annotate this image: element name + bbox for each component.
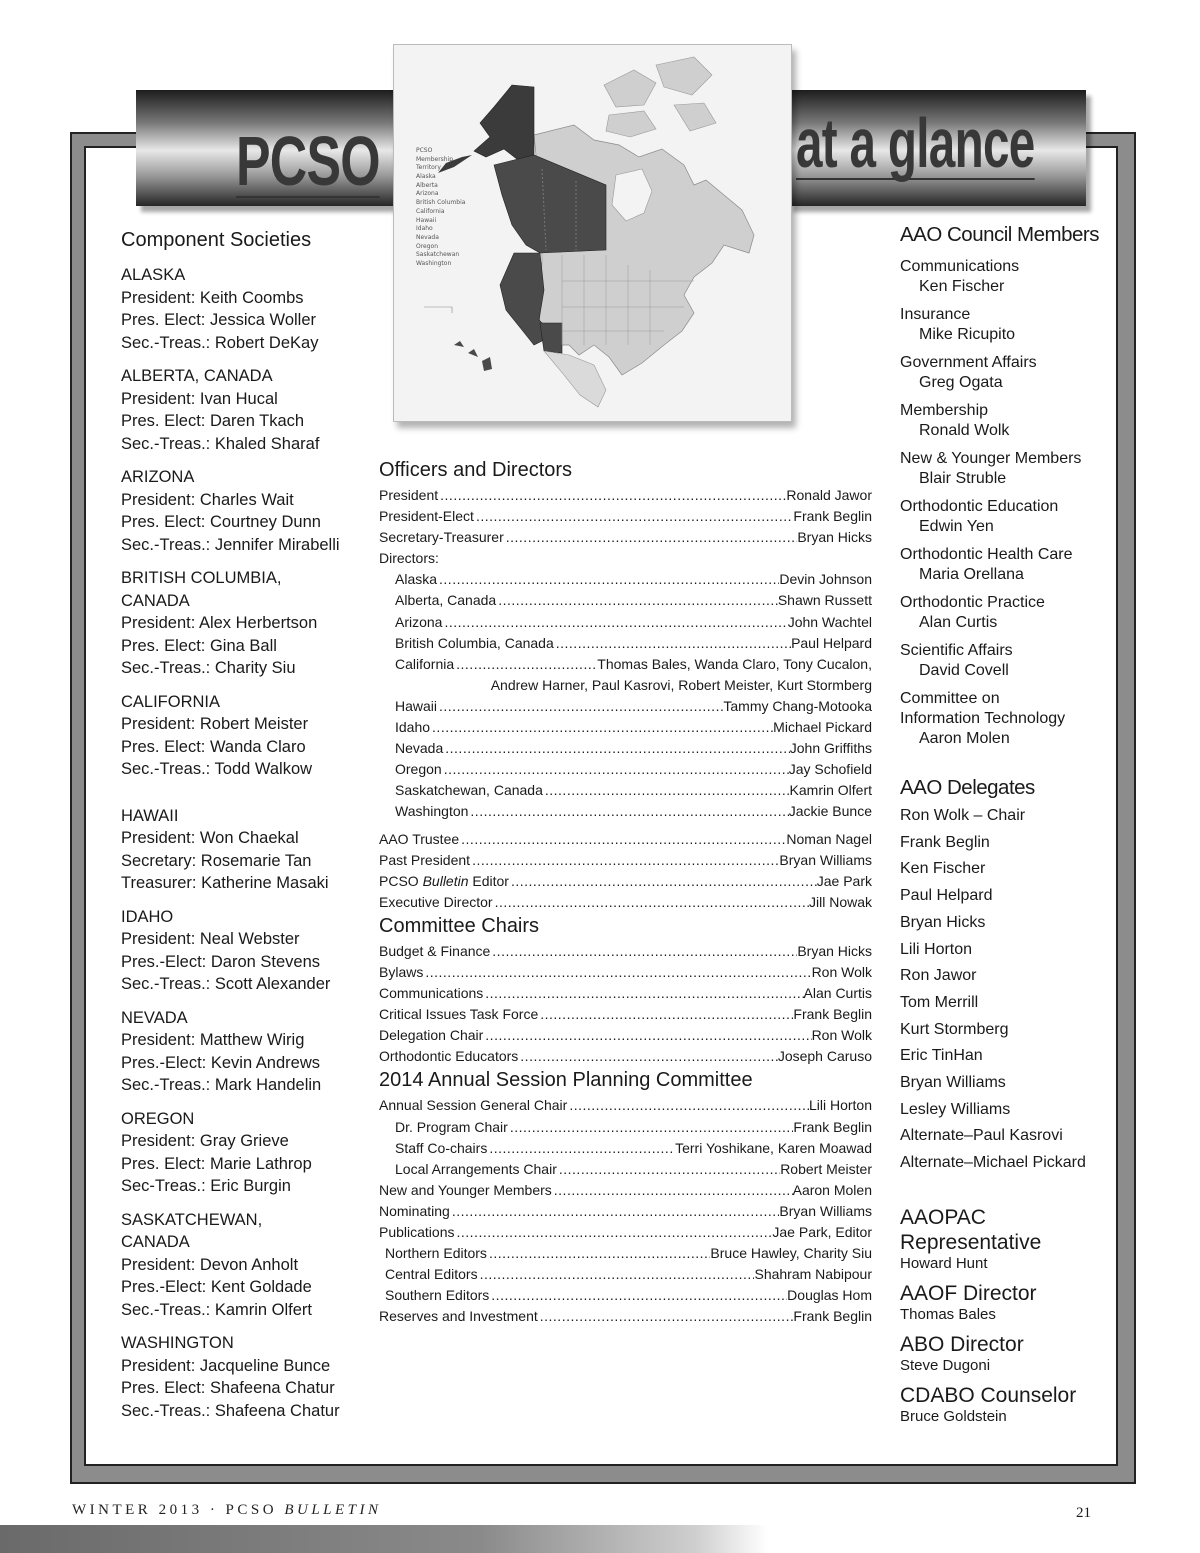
officer-row	[379, 506, 872, 527]
map-legend-item: British Columbia	[416, 199, 466, 207]
officer-row	[379, 871, 872, 892]
row-label: Washington	[395, 803, 469, 820]
delegate-name: Bryan Hicks	[900, 913, 986, 931]
society-arizona	[121, 466, 371, 556]
society-line: President: Ivan Hucal	[121, 389, 278, 408]
council-member	[900, 545, 1115, 585]
row-label: Arizona	[395, 613, 443, 630]
row-label: Delegation Chair	[379, 1027, 484, 1044]
rep-cdabo	[900, 1383, 1115, 1426]
rep-abo	[900, 1332, 1115, 1375]
rep-title: ABO Director	[900, 1332, 1024, 1356]
session-row	[379, 1201, 872, 1222]
delegate-name: Ken Fischer	[900, 860, 986, 878]
council-name: David Covell	[919, 662, 1009, 679]
row-label: Nominating	[379, 1202, 450, 1219]
director-row	[379, 654, 872, 675]
society-line: Sec-Treas.: Eric Burgin	[121, 1177, 291, 1195]
component-societies-column	[121, 228, 371, 1433]
society-line: President: Robert Meister	[121, 715, 309, 733]
map-legend-item: PCSO	[416, 147, 433, 154]
row-value: Jae Park, Editor	[772, 1224, 872, 1240]
banner-title-at-a-glance: at a glance	[796, 104, 1035, 182]
map-legend-item: Alberta	[416, 181, 438, 189]
society-line: President: Charles Wait	[121, 490, 294, 509]
row-value: Shawn Russett	[777, 592, 872, 609]
rep-title: CDABO Counselor	[900, 1383, 1077, 1407]
row-label: Saskatchewan, Canada	[395, 782, 543, 799]
council-title: Membership	[900, 402, 989, 419]
society-line: Pres. Elect: Wanda Claro	[121, 737, 306, 756]
row-value: Devin Johnson	[779, 571, 872, 588]
committee-row	[379, 1025, 872, 1046]
row-value: Bryan Williams	[779, 851, 872, 868]
society-line: Sec.-Treas.: Shafeena Chatur	[121, 1401, 340, 1420]
directors-label: Directors:	[379, 550, 439, 567]
director-row	[379, 759, 872, 780]
row-value: Jay Schofield	[788, 761, 872, 778]
society-alaska	[121, 264, 371, 354]
rep-name: Howard Hunt	[900, 1254, 988, 1272]
society-line: President: Gray Grieve	[121, 1132, 289, 1150]
society-washington	[121, 1332, 371, 1422]
map-legend-item: California	[416, 207, 445, 215]
society-line: President: Keith Coombs	[121, 288, 304, 307]
council-name: Ronald Wolk	[919, 422, 1010, 439]
committee-row	[379, 1004, 872, 1025]
officer-row	[379, 485, 872, 506]
society-name: OREGON	[121, 1109, 195, 1128]
row-label: California	[395, 655, 455, 672]
row-label: Communications	[379, 985, 484, 1002]
row-label: Past President	[379, 851, 471, 868]
page-number: 21	[1076, 1505, 1091, 1521]
council-member	[900, 401, 1115, 441]
map-legend-item: Nevada	[416, 233, 439, 241]
society-name: IDAHO	[121, 907, 174, 926]
director-row	[379, 696, 872, 717]
row-value: John Griffiths	[789, 740, 872, 757]
session-row	[379, 1117, 872, 1138]
director-row	[379, 590, 872, 611]
row-value: Ronald Jawor	[786, 487, 872, 503]
council-title: Scientific Affairs	[900, 642, 1013, 659]
aao-column	[900, 222, 1115, 1434]
row-label: President-Elect	[379, 508, 474, 525]
director-row	[379, 612, 872, 633]
society-line: Sec.-Treas.: Khaled Sharaf	[121, 434, 320, 453]
row-label: Nevada	[395, 740, 444, 757]
society-line: Pres. Elect: Courtney Dunn	[121, 513, 321, 531]
director-row	[379, 801, 872, 822]
council-member	[900, 593, 1115, 633]
officer-row	[379, 850, 872, 871]
officer-row	[379, 892, 872, 913]
delegate-name: Alternate–Michael Pickard	[900, 1154, 1086, 1172]
row-label: Executive Director	[379, 893, 493, 910]
footer-issue: WINTER 2013 · PCSO BULLETIN	[72, 1502, 382, 1518]
council-title: Government Affairs	[900, 354, 1037, 371]
society-name-line2: CANADA	[121, 591, 190, 610]
session-row	[379, 1095, 872, 1116]
session-row	[379, 1159, 872, 1180]
society-idaho	[121, 906, 371, 996]
row-value: John Wachtel	[787, 613, 872, 630]
society-nevada	[121, 1007, 371, 1097]
society-california	[121, 691, 371, 781]
society-name: ALBERTA, CANADA	[121, 367, 273, 385]
officer-row	[379, 829, 872, 850]
delegate-name: Ron Wolk – Chair	[900, 807, 1026, 824]
council-member	[900, 641, 1115, 681]
row-value: Ron Wolk	[811, 1027, 872, 1044]
footer-bar	[0, 1525, 1200, 1553]
row-value: Michael Pickard	[773, 719, 872, 736]
territory-map	[393, 44, 792, 422]
row-value: Paul Helpard	[791, 634, 872, 651]
society-line: Pres.-Elect: Daron Stevens	[121, 952, 320, 971]
row-value: Frank Beglin	[793, 1308, 872, 1325]
society-line: Pres. Elect: Daren Tkach	[121, 412, 305, 430]
row-value: Bryan Hicks	[797, 942, 872, 959]
rep-name: Steve Dugoni	[900, 1356, 991, 1374]
director-row	[379, 717, 872, 738]
row-label: Reserves and Investment	[379, 1308, 538, 1325]
society-line: President: Alex Herbertson	[121, 614, 318, 632]
rep-title: AAOPAC	[900, 1205, 986, 1229]
delegate-name: Frank Beglin	[900, 833, 990, 851]
society-name: NEVADA	[121, 1008, 188, 1027]
rep-aaof	[900, 1281, 1115, 1324]
council-name: Blair Struble	[919, 470, 1007, 487]
row-value: Frank Beglin	[793, 1006, 872, 1023]
society-british-columbia	[121, 567, 371, 680]
row-label: Budget & Finance	[379, 942, 491, 959]
society-saskatchewan	[121, 1209, 371, 1322]
row-value: Alan Curtis	[803, 985, 872, 1002]
session-row	[379, 1180, 872, 1201]
map-legend-item: Saskatchewan	[416, 251, 460, 259]
society-line: Sec.-Treas.: Jennifer Mirabelli	[121, 535, 340, 554]
delegate-name: Ron Jawor	[900, 967, 977, 985]
row-value: Shahram Nabipour	[754, 1266, 872, 1283]
society-line: Pres. Elect: Shafeena Chatur	[121, 1379, 335, 1397]
society-name: HAWAII	[121, 806, 179, 825]
officer-row	[379, 527, 872, 548]
council-name: Alan Curtis	[919, 614, 998, 631]
row-label: Hawaii	[395, 697, 438, 714]
rep-aaopac	[900, 1205, 1115, 1273]
row-value: Noman Nagel	[786, 830, 872, 847]
council-name: Edwin Yen	[919, 518, 994, 535]
session-row	[379, 1285, 872, 1306]
row-label: Bylaws	[379, 963, 424, 980]
society-name: ALASKA	[121, 266, 186, 284]
council-name: Ken Fischer	[919, 278, 1005, 295]
council-title: Orthodontic Education	[900, 498, 1059, 515]
society-line: Pres. Elect: Gina Ball	[121, 636, 277, 655]
society-line: Sec.-Treas.: Robert DeKay	[121, 333, 319, 352]
map-legend-item: Oregon	[416, 242, 439, 250]
row-label: Staff Co-chairs	[395, 1139, 488, 1156]
officers-heading: Officers and Directors	[379, 459, 573, 481]
row-value: Joseph Caruso	[777, 1048, 872, 1065]
society-oregon	[121, 1108, 371, 1198]
rep-name: Thomas Bales	[900, 1305, 996, 1323]
council-name: Maria Orellana	[919, 566, 1024, 583]
society-line: Sec.-Treas.: Todd Walkow	[121, 760, 313, 778]
society-line: President: Neal Webster	[121, 930, 300, 948]
society-line: Treasurer: Katherine Masaki	[121, 874, 329, 892]
society-line: Pres. Elect: Jessica Woller	[121, 311, 317, 329]
row-value: Frank Beglin	[793, 508, 872, 525]
delegate-name: Lesley Williams	[900, 1100, 1011, 1118]
society-name: ARIZONA	[121, 468, 195, 486]
society-line: President: Matthew Wirig	[121, 1031, 305, 1049]
map-legend-item: Alaska	[416, 173, 436, 181]
council-title: Orthodontic Health Care	[900, 546, 1073, 563]
session-row	[379, 1222, 872, 1243]
director-row	[379, 738, 872, 759]
council-member	[900, 257, 1115, 297]
council-title: Orthodontic Practice	[900, 594, 1045, 611]
society-alberta	[121, 365, 371, 455]
committee-row	[379, 962, 872, 983]
row-value: Jackie Bunce	[788, 803, 872, 820]
map-legend-item: Hawaii	[416, 216, 437, 224]
director-row	[379, 569, 872, 590]
row-value: Bruce Hawley, Charity Siu	[710, 1245, 872, 1262]
row-value: Bryan Williams	[779, 1202, 872, 1219]
society-hawaii	[121, 805, 371, 895]
banner-title-pcso: PCSO	[236, 122, 380, 200]
society-line: President: Devon Anholt	[121, 1255, 299, 1274]
map-legend-item: Washington	[416, 259, 452, 267]
society-line: Sec.-Treas.: Charity Siu	[121, 659, 296, 677]
society-line: Pres. Elect: Marie Lathrop	[121, 1154, 312, 1173]
director-row-continuation: Andrew Harner, Paul Kasrovi, Robert Meister, Kurt Stormberg	[490, 676, 872, 693]
committee-row	[379, 983, 872, 1004]
row-label: British Columbia, Canada	[395, 634, 554, 651]
society-line: President: Jacqueline Bunce	[121, 1356, 331, 1375]
row-value: Kamrin Olfert	[789, 782, 872, 799]
row-label: Critical Issues Task Force	[379, 1006, 539, 1023]
society-name: WASHINGTON	[121, 1334, 234, 1352]
session-row	[379, 1138, 872, 1159]
council-member	[900, 305, 1115, 345]
session-row	[379, 1306, 872, 1327]
row-label: Annual Session General Chair	[379, 1097, 568, 1114]
society-line: President: Won Chaekal	[121, 829, 299, 847]
delegate-name: Alternate–Paul Kasrovi	[900, 1127, 1063, 1145]
map-legend-item: Membership	[416, 155, 454, 163]
row-label: Local Arrangements Chair	[395, 1160, 557, 1177]
council-member	[900, 353, 1115, 393]
session-row	[379, 1243, 872, 1264]
row-value: Robert Meister	[780, 1160, 872, 1177]
row-label: Central Editors	[385, 1266, 478, 1283]
row-label: Southern Editors	[385, 1287, 490, 1304]
component-societies-heading: Component Societies	[121, 229, 312, 251]
row-label: Orthodontic Educators	[379, 1048, 519, 1065]
row-value: Bryan Hicks	[797, 529, 872, 546]
rep-title: AAOF Director	[900, 1281, 1037, 1305]
society-line: Pres.-Elect: Kent Goldade	[121, 1278, 312, 1296]
delegate-name: Kurt Stormberg	[900, 1020, 1009, 1038]
rep-title-line2: Representative	[900, 1230, 1042, 1254]
society-line: Secretary: Rosemarie Tan	[121, 851, 312, 870]
row-label: AAO Trustee	[379, 830, 460, 847]
row-value: Jae Park	[816, 872, 872, 889]
row-label: Publications	[379, 1224, 455, 1240]
row-label: Idaho	[395, 719, 431, 736]
delegate-name: Lili Horton	[900, 940, 973, 958]
society-line: Sec.-Treas.: Scott Alexander	[121, 975, 331, 993]
council-title: Communications	[900, 258, 1020, 275]
society-line: Pres.-Elect: Kevin Andrews	[121, 1053, 320, 1072]
council-member	[900, 497, 1115, 537]
session-row	[379, 1264, 872, 1285]
council-title: Insurance	[900, 306, 971, 323]
rep-name: Bruce Goldstein	[900, 1407, 1007, 1425]
row-value: Ron Wolk	[811, 963, 872, 980]
director-row	[379, 780, 872, 801]
footer-bulletin: BULLETIN	[284, 1502, 382, 1518]
row-label: PCSO Bulletin Editor	[379, 872, 509, 889]
officers-column	[379, 457, 872, 1327]
committee-row	[379, 1046, 872, 1067]
society-name: CALIFORNIA	[121, 692, 221, 711]
row-value: Terri Yoshikane, Karen Moawad	[675, 1139, 872, 1156]
delegate-list	[900, 803, 1115, 1177]
delegate-name: Bryan Williams	[900, 1074, 1006, 1092]
map-legend	[416, 147, 486, 269]
row-label: President	[379, 487, 439, 503]
council-title: New & Younger Members	[900, 450, 1082, 467]
council-member	[900, 689, 1115, 749]
society-name: SASKATCHEWAN,	[121, 1210, 263, 1229]
row-label: Alberta, Canada	[395, 592, 497, 609]
map-legend-item: Territory	[416, 164, 441, 172]
director-row	[379, 633, 872, 654]
annual-session-heading: 2014 Annual Session Planning Committee	[379, 1069, 753, 1092]
row-label: Northern Editors	[385, 1245, 487, 1262]
society-name-line2: CANADA	[121, 1233, 190, 1251]
committee-chairs-heading: Committee Chairs	[379, 914, 540, 937]
delegate-name: Eric TinHan	[900, 1047, 983, 1065]
council-name: Aaron Molen	[919, 730, 1010, 747]
delegates-heading: AAO Delegates	[900, 776, 1035, 799]
society-line: Sec.-Treas.: Mark Handelin	[121, 1076, 322, 1094]
row-value: Frank Beglin	[793, 1118, 872, 1135]
row-label: Oregon	[395, 761, 442, 778]
council-heading: AAO Council Members	[900, 223, 1099, 246]
row-value: Thomas Bales, Wanda Claro, Tony Cucalon,	[597, 655, 872, 672]
row-value: Douglas Hom	[787, 1287, 872, 1304]
map-legend-item: Arizona	[416, 190, 439, 198]
council-title-line2: Information Technology	[900, 710, 1066, 727]
row-value: Jill Nowak	[808, 893, 872, 910]
row-value: Lili Horton	[808, 1097, 872, 1114]
council-title: Committee on	[900, 690, 1000, 707]
map-legend-item: Idaho	[416, 225, 433, 233]
row-label: Dr. Program Chair	[395, 1118, 508, 1135]
row-value: Tammy Chang-Motooka	[723, 697, 872, 714]
delegate-name: Paul Helpard	[900, 887, 993, 905]
delegate-name: Tom Merrill	[900, 993, 979, 1011]
council-name: Mike Ricupito	[919, 326, 1016, 343]
council-member	[900, 449, 1115, 489]
row-label: Secretary-Treasurer	[379, 529, 504, 546]
council-name: Greg Ogata	[919, 374, 1003, 391]
row-label: New and Younger Members	[379, 1181, 552, 1198]
society-line: Sec.-Treas.: Kamrin Olfert	[121, 1300, 313, 1319]
row-label: Alaska	[395, 571, 438, 588]
row-value: Aaron Molen	[792, 1181, 872, 1198]
committee-row	[379, 941, 872, 962]
society-name: BRITISH COLUMBIA,	[121, 569, 282, 587]
